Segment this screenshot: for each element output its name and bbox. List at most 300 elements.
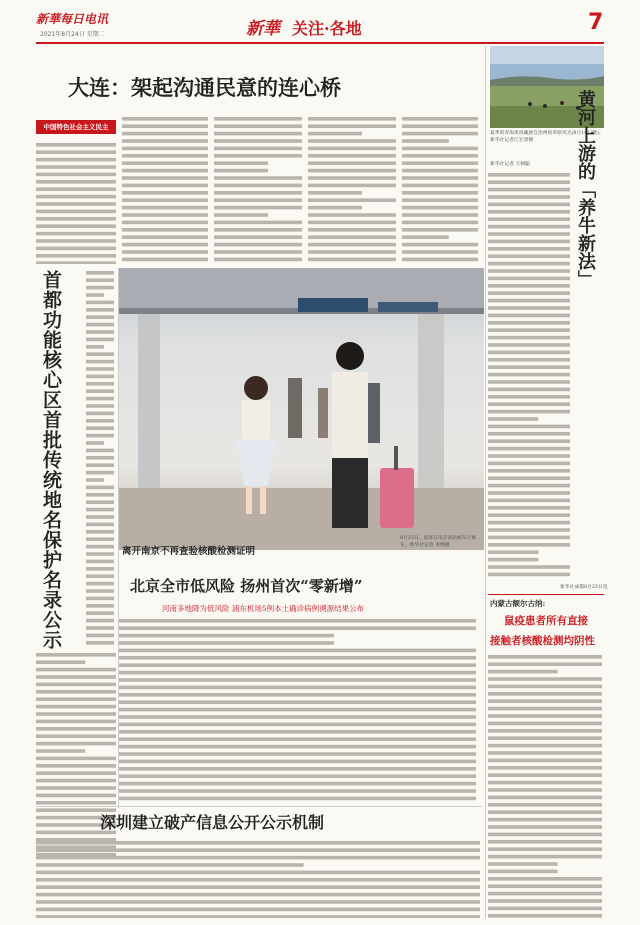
text-line	[488, 299, 570, 303]
center-photo-credit: 8月23日，旅客在南京南站候车厅候车。新华社记者 李博摄	[400, 536, 477, 548]
text-line	[488, 484, 570, 488]
text-line	[488, 462, 570, 466]
text-line	[118, 656, 476, 660]
text-line	[86, 271, 114, 275]
text-line	[214, 176, 302, 180]
text-line	[214, 228, 302, 232]
text-line	[308, 258, 396, 262]
text-line	[118, 752, 476, 756]
text-line	[308, 154, 396, 158]
text-line	[214, 213, 268, 217]
text-line	[488, 210, 570, 214]
text-line	[402, 117, 478, 121]
text-line	[488, 439, 570, 443]
page-number: 7	[588, 10, 604, 35]
text-line	[36, 232, 116, 236]
text-line	[122, 250, 208, 254]
text-line	[36, 885, 480, 889]
text-line	[36, 908, 480, 912]
text-line	[488, 870, 558, 874]
text-line	[214, 250, 302, 254]
text-line	[488, 914, 602, 918]
text-line	[36, 712, 116, 716]
text-line	[488, 766, 602, 770]
text-line	[402, 198, 478, 202]
column-tag-label: 中国特色社会主义民主	[43, 123, 109, 131]
date-line: 2021年8月24日 星期二	[40, 31, 105, 38]
text-line	[36, 749, 85, 753]
text-line	[86, 641, 114, 645]
text-line	[488, 855, 602, 859]
text-line	[36, 683, 116, 687]
text-line	[86, 456, 114, 460]
text-line	[488, 565, 570, 569]
text-line	[308, 191, 362, 195]
text-line	[86, 382, 114, 386]
text-line	[308, 176, 396, 180]
text-line	[86, 589, 114, 593]
text-line	[488, 655, 602, 659]
text-line	[488, 447, 570, 451]
text-line	[86, 412, 114, 416]
text-line	[118, 730, 476, 734]
text-line	[86, 434, 114, 438]
text-line	[402, 176, 478, 180]
text-line	[36, 195, 116, 199]
text-line	[122, 258, 208, 262]
text-line	[488, 536, 570, 540]
text-line	[36, 668, 116, 672]
text-line	[488, 677, 602, 681]
text-line	[402, 243, 478, 247]
text-line	[488, 736, 602, 740]
text-line	[36, 871, 480, 875]
text-line	[214, 154, 302, 158]
text-line	[488, 188, 570, 192]
text-line	[308, 117, 396, 121]
text-line	[308, 147, 396, 151]
section-name: 关注·各地	[292, 19, 362, 38]
text-lines	[402, 114, 480, 264]
text-line	[488, 662, 602, 666]
text-line	[488, 573, 570, 577]
text-line	[488, 714, 602, 718]
text-lines	[122, 114, 210, 264]
text-line	[36, 705, 116, 709]
text-line	[488, 907, 602, 911]
text-line	[118, 634, 334, 638]
text-line	[118, 619, 476, 623]
rule-mongolia	[488, 594, 604, 595]
text-line	[86, 582, 114, 586]
text-line	[86, 360, 114, 364]
text-line	[488, 254, 570, 258]
text-line	[488, 884, 602, 888]
text-line	[488, 262, 570, 266]
text-line	[488, 759, 602, 763]
text-line	[402, 250, 478, 254]
text-line	[214, 235, 302, 239]
text-line	[308, 139, 396, 143]
text-line	[86, 493, 114, 497]
mongolia-tag: 内蒙古额尔古纳:	[490, 599, 546, 608]
text-line	[488, 670, 558, 674]
masthead	[0, 0, 640, 46]
covid-subheadline: 河南多地降为低风险 浦东机场5例本土确诊病例溯源结果公布	[162, 604, 365, 613]
text-line	[488, 328, 570, 332]
text-line	[488, 699, 602, 703]
text-line	[36, 794, 116, 798]
text-line	[86, 397, 114, 401]
text-line	[214, 206, 302, 210]
text-line	[488, 343, 570, 347]
text-line	[86, 634, 114, 638]
text-line	[402, 191, 478, 195]
text-line	[86, 389, 114, 393]
text-line	[36, 779, 116, 783]
text-line	[36, 742, 116, 746]
yellow-river-article	[488, 170, 572, 580]
text-line	[122, 213, 208, 217]
text-line	[308, 169, 396, 173]
dalian-article-col5	[402, 114, 480, 264]
text-line	[488, 788, 602, 792]
text-line	[488, 707, 602, 711]
text-line	[36, 261, 116, 264]
text-line	[488, 203, 570, 207]
text-line	[86, 508, 114, 512]
text-line	[122, 228, 208, 232]
text-line	[122, 198, 208, 202]
text-line	[214, 184, 302, 188]
text-line	[308, 161, 396, 165]
text-line	[488, 395, 570, 399]
text-line	[488, 217, 570, 221]
text-lines	[488, 652, 604, 918]
text-line	[118, 708, 476, 712]
text-line	[402, 147, 478, 151]
text-line	[118, 745, 476, 749]
text-line	[86, 323, 114, 327]
text-line	[86, 419, 114, 423]
text-line	[214, 258, 302, 262]
text-line	[488, 499, 570, 503]
text-line	[488, 388, 570, 392]
text-lines	[36, 140, 118, 264]
text-line	[308, 206, 362, 210]
text-line	[488, 751, 602, 755]
text-line	[36, 764, 116, 768]
text-line	[86, 449, 114, 453]
text-line	[122, 191, 208, 195]
text-line	[36, 173, 116, 177]
text-line	[488, 365, 570, 369]
text-line	[488, 351, 570, 355]
text-lines	[36, 838, 482, 918]
text-line	[488, 722, 602, 726]
text-line	[36, 187, 116, 191]
text-line	[488, 877, 602, 881]
text-line	[488, 173, 570, 177]
text-line	[402, 235, 449, 239]
text-line	[118, 693, 476, 697]
text-line	[488, 380, 570, 384]
text-line	[86, 352, 114, 356]
text-line	[488, 513, 570, 517]
text-line	[402, 221, 478, 225]
text-line	[488, 796, 602, 800]
rule-mid	[36, 806, 482, 807]
text-line	[36, 727, 116, 731]
text-line	[36, 660, 85, 664]
text-line	[488, 321, 570, 325]
text-line	[488, 543, 570, 547]
text-line	[122, 221, 208, 225]
text-line	[118, 760, 476, 764]
text-line	[86, 426, 114, 430]
text-line	[488, 336, 570, 340]
text-line	[36, 863, 304, 867]
beijing-article-top	[86, 268, 116, 648]
text-line	[122, 169, 208, 173]
text-line	[86, 441, 104, 445]
airport-photo-art	[118, 268, 484, 550]
text-line	[36, 150, 116, 154]
text-lines	[308, 114, 398, 264]
text-line	[36, 734, 116, 738]
text-line	[118, 626, 476, 630]
text-line	[86, 286, 114, 290]
text-line	[488, 469, 570, 473]
text-line	[308, 213, 396, 217]
text-line	[86, 567, 114, 571]
text-line	[488, 225, 570, 229]
text-line	[488, 358, 570, 362]
text-line	[308, 235, 396, 239]
text-line	[488, 692, 602, 696]
text-line	[36, 848, 480, 852]
text-line	[118, 649, 476, 653]
text-line	[488, 180, 570, 184]
text-line	[36, 801, 116, 805]
text-line	[36, 653, 116, 657]
text-line	[86, 293, 104, 297]
text-line	[488, 402, 570, 406]
text-line	[488, 558, 538, 562]
text-line	[214, 221, 302, 225]
rule-left	[118, 268, 119, 808]
text-line	[488, 425, 570, 429]
text-line	[36, 143, 116, 147]
text-line	[488, 247, 570, 251]
text-line	[402, 124, 478, 128]
text-line	[36, 720, 116, 724]
text-line	[488, 284, 570, 288]
text-line	[118, 797, 476, 801]
text-line	[402, 161, 478, 165]
text-line	[36, 158, 116, 162]
text-line	[36, 690, 116, 694]
text-line	[36, 165, 116, 169]
text-line	[488, 803, 602, 807]
dalian-article-col3	[214, 114, 304, 264]
text-line	[86, 315, 114, 319]
text-line	[402, 169, 478, 173]
text-line	[488, 773, 602, 777]
text-line	[488, 232, 570, 236]
right-photo-caption: 夏季的青海果洛藏族自治州的草原风光(8月16日摄)。新华社记者江宏景摄	[490, 131, 604, 143]
text-line	[86, 345, 104, 349]
beijing-headline	[40, 270, 82, 650]
text-line	[86, 463, 114, 467]
text-line	[118, 700, 476, 704]
text-line	[488, 240, 570, 244]
text-line	[36, 217, 116, 221]
text-line	[488, 417, 538, 421]
dalian-article-col2	[122, 114, 210, 264]
yellow-river-byline: 新华社记者 王朝聪	[490, 162, 530, 167]
text-line	[308, 198, 396, 202]
text-lines	[118, 616, 478, 806]
text-line	[308, 228, 396, 232]
text-line	[122, 117, 208, 121]
text-line	[86, 367, 114, 371]
text-line	[214, 198, 302, 202]
text-line	[488, 892, 602, 896]
text-line	[488, 491, 570, 495]
text-line	[122, 161, 208, 165]
beijing-headline-text: 首都功能核心区首批传统地名保护名录公示	[40, 270, 62, 650]
text-line	[488, 729, 602, 733]
text-line	[488, 744, 602, 748]
text-line	[86, 530, 114, 534]
text-line	[122, 176, 208, 180]
text-line	[122, 124, 208, 128]
text-line	[86, 574, 114, 578]
text-line	[214, 117, 302, 121]
text-line	[488, 432, 570, 436]
text-line	[488, 685, 602, 689]
text-line	[402, 228, 478, 232]
text-line	[86, 545, 114, 549]
shenzhen-article	[36, 838, 482, 918]
text-line	[122, 206, 208, 210]
text-line	[86, 330, 114, 334]
text-line	[86, 597, 114, 601]
text-line	[86, 560, 114, 564]
text-line	[488, 291, 570, 295]
text-line	[308, 132, 362, 136]
text-line	[402, 139, 449, 143]
text-line	[36, 786, 116, 790]
text-line	[308, 243, 396, 247]
text-line	[36, 697, 116, 701]
text-line	[488, 314, 570, 318]
text-line	[488, 840, 602, 844]
text-line	[118, 663, 476, 667]
text-line	[488, 899, 602, 903]
text-line	[118, 678, 476, 682]
text-line	[118, 723, 476, 727]
text-line	[488, 269, 570, 273]
text-line	[488, 862, 558, 866]
text-line	[488, 810, 602, 814]
text-line	[86, 308, 114, 312]
mongolia-headline-2: 接触者核酸检测均阴性	[490, 635, 595, 647]
text-line	[122, 154, 208, 158]
text-line	[36, 856, 480, 860]
shenzhen-headline: 深圳建立破产信息公开公示机制	[100, 813, 325, 832]
text-line	[86, 338, 114, 342]
text-line	[118, 774, 476, 778]
text-line	[118, 686, 476, 690]
text-line	[86, 537, 114, 541]
text-line	[488, 306, 570, 310]
text-lines	[214, 114, 304, 264]
text-line	[86, 301, 114, 305]
text-line	[36, 841, 480, 845]
text-line	[118, 767, 476, 771]
center-photo-caption: 离开南京不再查验核酸检测证明	[122, 546, 256, 557]
text-line	[308, 184, 396, 188]
text-line	[488, 825, 602, 829]
text-line	[86, 486, 114, 490]
text-line	[86, 404, 114, 408]
rule-right	[485, 46, 486, 918]
text-line	[122, 235, 208, 239]
text-line	[214, 243, 302, 247]
text-line	[36, 675, 116, 679]
text-line	[86, 552, 114, 556]
text-line	[118, 737, 476, 741]
text-line	[488, 476, 570, 480]
text-line	[402, 206, 478, 210]
text-line	[36, 757, 116, 761]
mongolia-headline-1: 鼠疫患者所有直接	[504, 615, 588, 627]
text-line	[308, 124, 396, 128]
text-line	[488, 195, 570, 199]
text-line	[402, 213, 478, 217]
text-line	[118, 715, 476, 719]
text-line	[402, 258, 478, 262]
text-line	[118, 641, 334, 645]
masthead-rule	[36, 42, 604, 44]
text-line	[36, 180, 116, 184]
text-line	[36, 771, 116, 775]
text-line	[308, 250, 396, 254]
text-line	[36, 239, 116, 243]
text-line	[214, 147, 302, 151]
text-line	[118, 671, 476, 675]
text-line	[488, 833, 602, 837]
text-line	[402, 154, 478, 158]
text-line	[214, 161, 268, 165]
text-line	[488, 550, 538, 554]
text-line	[36, 247, 116, 251]
text-line	[86, 619, 114, 623]
text-line	[488, 521, 570, 525]
text-line	[36, 202, 116, 206]
text-line	[86, 515, 114, 519]
text-line	[36, 915, 480, 918]
text-line	[214, 191, 302, 195]
text-line	[488, 818, 602, 822]
text-line	[86, 604, 114, 608]
text-line	[488, 277, 570, 281]
paper-logo: 新華每日电讯	[36, 12, 109, 26]
text-lines	[86, 268, 116, 648]
text-line	[214, 169, 268, 173]
